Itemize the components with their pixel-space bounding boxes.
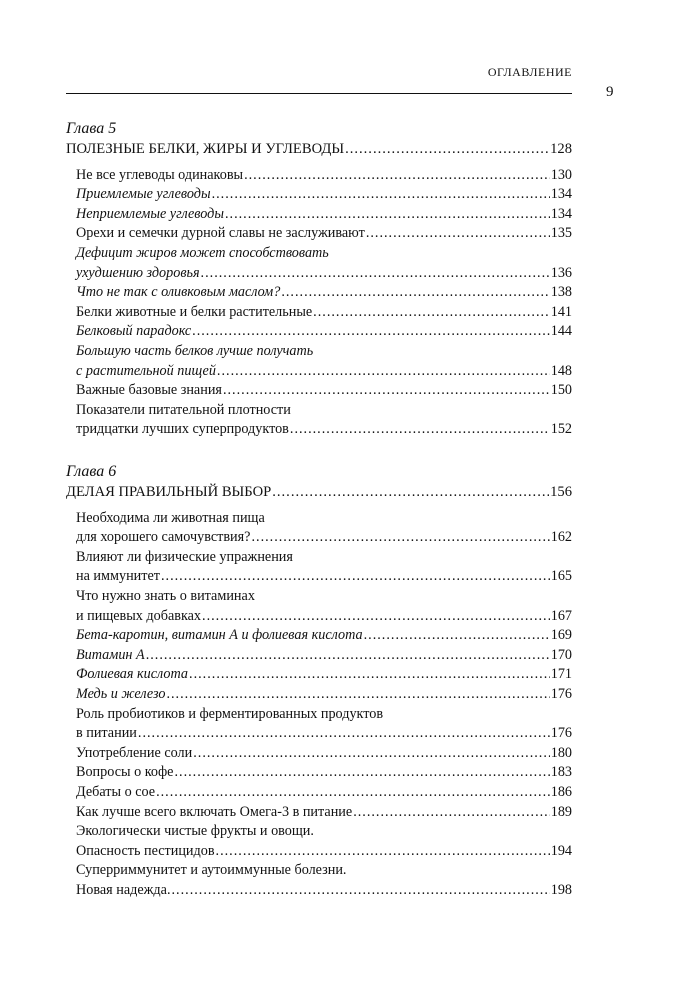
toc-entry-title: Витамин А bbox=[76, 646, 145, 663]
dot-leader bbox=[272, 483, 549, 503]
dot-leader bbox=[345, 140, 549, 160]
dot-leader bbox=[244, 166, 550, 186]
toc-entry[interactable] bbox=[66, 303, 572, 323]
toc-entry-page: 194 bbox=[550, 842, 572, 859]
toc-entry-page: 134 bbox=[550, 186, 572, 203]
toc-entry[interactable] bbox=[66, 224, 572, 244]
toc-entry-title: Медь и железо bbox=[76, 685, 166, 702]
toc-entry-page: 130 bbox=[550, 166, 572, 183]
toc-entry-title: Вопросы о кофе bbox=[76, 764, 174, 781]
chapter-6-section bbox=[66, 461, 572, 900]
dot-leader bbox=[251, 528, 549, 548]
dot-leader bbox=[166, 685, 549, 705]
toc-entry-title: в питании bbox=[76, 725, 137, 742]
chapter-label: Глава 5 bbox=[66, 120, 117, 137]
toc-entry-page: 186 bbox=[550, 783, 572, 800]
toc-entry-title: с растительной пищей bbox=[76, 362, 216, 379]
dot-leader bbox=[156, 783, 550, 803]
toc-entry-page: 183 bbox=[550, 764, 572, 781]
dot-leader bbox=[174, 763, 549, 783]
toc-entry[interactable] bbox=[66, 567, 572, 587]
chapter-label: Глава 6 bbox=[66, 463, 117, 480]
toc-entry[interactable] bbox=[66, 166, 572, 186]
chapter-page: 156 bbox=[550, 484, 572, 500]
toc-entry-page: 148 bbox=[550, 362, 572, 379]
chapter-title-row[interactable] bbox=[66, 140, 572, 160]
chapter-title-row[interactable] bbox=[66, 483, 572, 503]
toc-entry[interactable] bbox=[66, 744, 572, 764]
toc-entry-line: Большую часть белков лучше получать bbox=[76, 342, 314, 359]
toc-entry-page: 180 bbox=[550, 744, 572, 761]
toc-entry[interactable] bbox=[66, 205, 572, 225]
toc-entry-title: Неприемлемые углеводы bbox=[76, 205, 224, 222]
toc-entry-page: 150 bbox=[550, 382, 572, 399]
toc-entry-title: Как лучше всего включать Омега-3 в питание bbox=[76, 803, 353, 820]
chapter-page: 128 bbox=[550, 141, 572, 157]
toc-entry-title: для хорошего самочувствия? bbox=[76, 529, 251, 546]
toc-entry[interactable] bbox=[66, 420, 572, 440]
toc-entry[interactable] bbox=[66, 626, 572, 646]
dot-leader bbox=[225, 205, 550, 225]
toc-entry[interactable] bbox=[66, 763, 572, 783]
toc-entry-page: 141 bbox=[550, 303, 572, 320]
running-header-title: ОГЛАВЛЕНИЕ bbox=[487, 65, 572, 79]
toc-entry-page: 138 bbox=[550, 284, 572, 301]
toc-entry-page: 176 bbox=[550, 685, 572, 702]
dot-leader bbox=[138, 724, 550, 744]
dot-leader bbox=[172, 881, 550, 901]
dot-leader bbox=[189, 665, 550, 685]
toc-entry-page: 135 bbox=[550, 225, 572, 242]
dot-leader bbox=[202, 607, 550, 627]
chapter-title: ПОЛЕЗНЫЕ БЕЛКИ, ЖИРЫ И УГЛЕВОДЫ bbox=[66, 141, 345, 157]
toc-entry-title: Важные базовые знания bbox=[76, 382, 222, 399]
toc-entry-page: 169 bbox=[550, 627, 572, 644]
toc-entry[interactable] bbox=[66, 646, 572, 666]
dot-leader bbox=[313, 303, 550, 323]
toc-entry-title: Опасность пестицидов bbox=[76, 842, 215, 859]
dot-leader bbox=[212, 185, 550, 205]
dot-leader bbox=[366, 224, 550, 244]
dot-leader bbox=[353, 803, 550, 823]
toc-entry-page: 144 bbox=[550, 323, 572, 340]
toc-entry[interactable] bbox=[66, 381, 572, 401]
dot-leader bbox=[201, 264, 550, 284]
toc-entry[interactable] bbox=[66, 185, 572, 205]
chapter-5-section bbox=[66, 118, 572, 440]
toc-entry-title: Приемлемые углеводы bbox=[76, 186, 211, 203]
toc-entry[interactable] bbox=[66, 264, 572, 284]
dot-leader bbox=[217, 362, 550, 382]
toc-entry-line: Влияют ли физические упражнения bbox=[76, 548, 293, 565]
toc-entry[interactable] bbox=[66, 783, 572, 803]
toc-entry-line: Необходима ли животная пища bbox=[76, 509, 265, 526]
toc-entry-title: Белковый парадокс bbox=[76, 323, 192, 340]
toc-entry[interactable] bbox=[66, 665, 572, 685]
toc-entry-title: Что не так с оливковым маслом? bbox=[76, 284, 281, 301]
page-number: 9 bbox=[606, 84, 614, 100]
toc-entry[interactable] bbox=[66, 528, 572, 548]
toc-entry[interactable] bbox=[66, 322, 572, 342]
toc-entry-page: 176 bbox=[550, 725, 572, 742]
toc-entry-line: Суперриммунитет и аутоиммунные болезни. bbox=[76, 862, 347, 879]
dot-leader bbox=[281, 283, 549, 303]
toc-entry-line: Дефицит жиров может способствовать bbox=[76, 244, 329, 261]
toc-entry-title: на иммунитет bbox=[76, 568, 160, 585]
toc-entry-title: и пищевых добавках bbox=[76, 607, 202, 624]
dot-leader bbox=[223, 381, 550, 401]
toc-entry-line: Показатели питательной плотности bbox=[76, 401, 291, 418]
toc-entry-title: Фолиевая кислота bbox=[76, 666, 189, 683]
dot-leader bbox=[216, 842, 550, 862]
toc-entry-title: Белки животные и белки растительные bbox=[76, 303, 313, 320]
toc-entry[interactable] bbox=[66, 607, 572, 627]
toc-entry[interactable] bbox=[66, 842, 572, 862]
toc-entry-title: Орехи и семечки дурной славы не заслуживают bbox=[76, 225, 365, 242]
toc-entry-title: Бета-каротин, витамин А и фолиевая кислота bbox=[76, 627, 363, 644]
dot-leader bbox=[290, 420, 550, 440]
header-rule bbox=[66, 93, 572, 94]
toc-entry[interactable] bbox=[66, 803, 572, 823]
dot-leader bbox=[364, 626, 550, 646]
toc-entry-page: 152 bbox=[550, 421, 572, 438]
toc-entry-title: тридцатки лучших суперпродуктов bbox=[76, 421, 289, 438]
toc-entry[interactable] bbox=[66, 881, 572, 901]
toc-entry-line: Что нужно знать о витаминах bbox=[76, 587, 255, 604]
toc-entry-title: Употребление соли bbox=[76, 744, 193, 761]
toc-entry-page: 162 bbox=[550, 529, 572, 546]
toc-entry-page: 136 bbox=[550, 264, 572, 281]
toc-entry-page: 189 bbox=[550, 803, 572, 820]
toc-entry-page: 167 bbox=[550, 607, 572, 624]
toc-entry-title: Дебаты о сое bbox=[76, 783, 156, 800]
toc-entry-page: 171 bbox=[550, 666, 572, 683]
toc-entry-line: Роль пробиотиков и ферментированных продуктов bbox=[76, 705, 384, 722]
dot-leader bbox=[146, 646, 550, 666]
toc-entry-title: Не все углеводы одинаковы bbox=[76, 166, 244, 183]
toc-entry-line: Экологически чистые фрукты и овощи. bbox=[76, 823, 314, 840]
dot-leader bbox=[193, 744, 550, 764]
toc-entry-page: 198 bbox=[550, 881, 572, 898]
chapter-title: ДЕЛАЯ ПРАВИЛЬНЫЙ ВЫБОР bbox=[66, 484, 272, 500]
toc-entry[interactable] bbox=[66, 724, 572, 744]
toc-entry-page: 134 bbox=[550, 205, 572, 222]
toc-entry-page: 170 bbox=[550, 646, 572, 663]
dot-leader bbox=[161, 567, 550, 587]
toc-entry[interactable] bbox=[66, 283, 572, 303]
toc-entry[interactable] bbox=[66, 685, 572, 705]
toc-entry-title: ухудшению здоровья bbox=[76, 264, 200, 281]
toc-entry-title: Новая надежда. bbox=[76, 881, 171, 898]
toc-entry[interactable] bbox=[66, 362, 572, 382]
toc-entry-page: 165 bbox=[550, 568, 572, 585]
dot-leader bbox=[192, 322, 550, 342]
